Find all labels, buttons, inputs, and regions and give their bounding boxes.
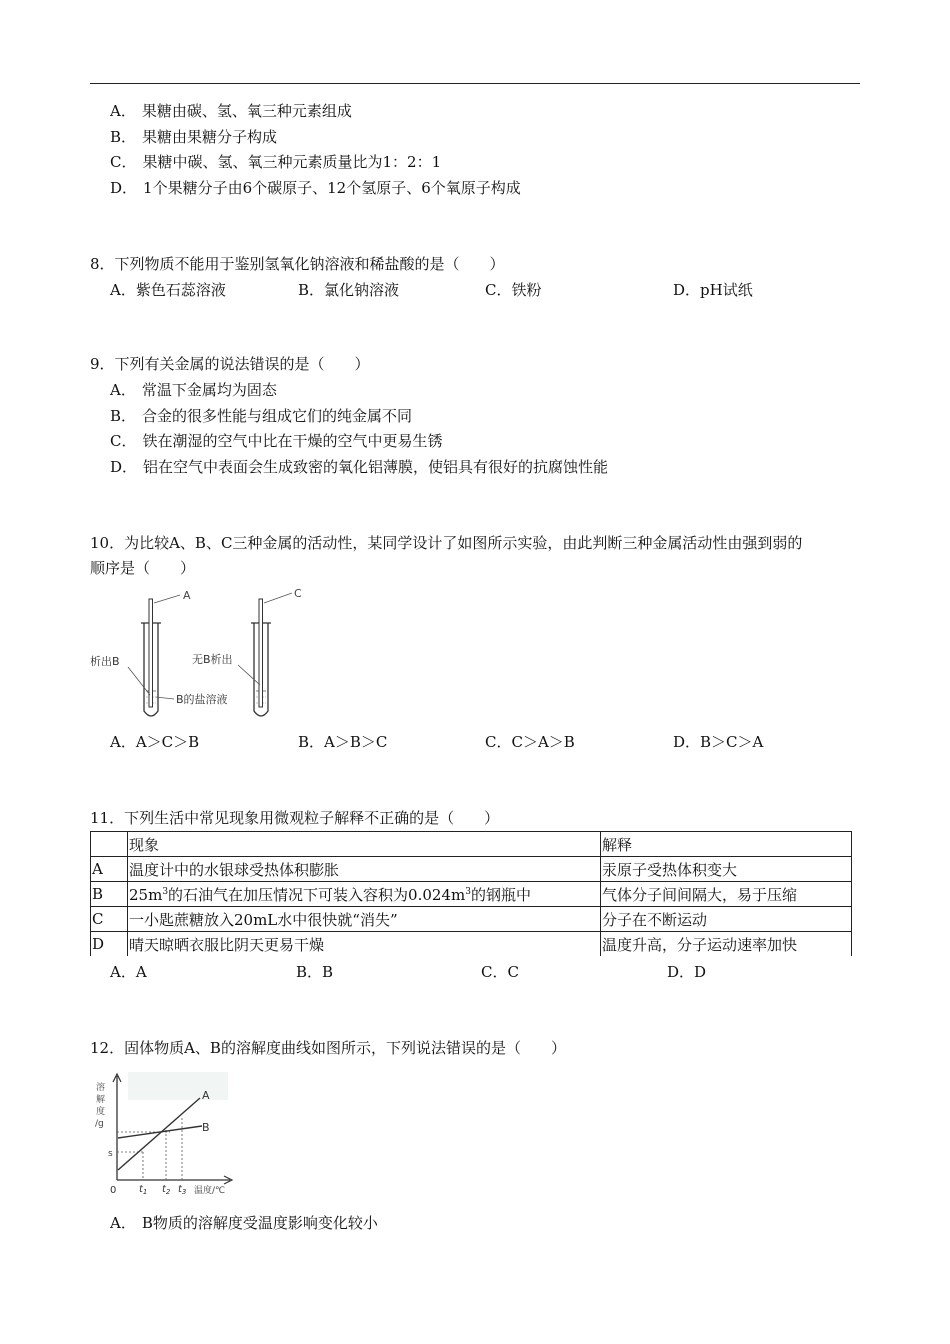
q11-option-b: B．B bbox=[296, 963, 334, 981]
q11-table bbox=[90, 831, 852, 956]
solution-label: B的盐溶液 bbox=[176, 693, 228, 706]
t2-label: $t_2$ bbox=[162, 1184, 171, 1196]
left-result-label: 析出B bbox=[90, 655, 120, 668]
left-test-tube bbox=[128, 595, 180, 716]
row-key: C bbox=[91, 907, 128, 932]
t1-label: $t_1$ bbox=[139, 1184, 148, 1196]
t3-label: $t_3$ bbox=[178, 1184, 187, 1196]
row-key: B bbox=[91, 882, 128, 907]
x-axis-label: 温度/℃ bbox=[194, 1186, 226, 1196]
q11-option-d: D．D bbox=[667, 963, 707, 981]
q7-option-c: C． 果糖中碳、氢、氧三种元素质量比为1：2：1 bbox=[110, 153, 442, 171]
header-rule bbox=[90, 83, 860, 84]
table-header-key bbox=[91, 832, 128, 857]
y-axis-label-char: 度 bbox=[96, 1107, 106, 1117]
q9-stem: 9．下列有关金属的说法错误的是（ ） bbox=[90, 355, 370, 373]
row-explanation: 汞原子受热体积变大 bbox=[601, 857, 852, 882]
row-key: D bbox=[91, 932, 128, 957]
metal-c-label: C bbox=[294, 587, 302, 600]
table-row bbox=[91, 857, 852, 882]
right-test-tube bbox=[238, 593, 292, 716]
q9-option-a: A． 常温下金属均为固态 bbox=[110, 381, 277, 399]
y-axis-label-char: 溶 bbox=[96, 1083, 106, 1093]
q10-option-a: A．A＞C＞B bbox=[110, 733, 200, 751]
table-row bbox=[91, 907, 852, 932]
y-axis-label-char: 解 bbox=[96, 1095, 106, 1105]
q10-option-c: C．C＞A＞B bbox=[485, 733, 575, 751]
row-key: A bbox=[91, 857, 128, 882]
metal-a-label: A bbox=[183, 589, 191, 602]
row-phenomenon: 温度计中的水银球受热体积膨胀 bbox=[128, 857, 601, 882]
q9-option-c: C． 铁在潮湿的空气中比在干燥的空气中更易生锈 bbox=[110, 432, 443, 450]
row-phenomenon: 晴天晾晒衣服比阴天更易干燥 bbox=[128, 932, 601, 957]
q7-option-d: D． 1个果糖分子由6个碳原子、12个氢原子、6个氧原子构成 bbox=[110, 179, 521, 197]
table-row bbox=[91, 882, 852, 907]
row-phenomenon: 一小匙蔗糖放入20mL水中很快就“消失” bbox=[128, 907, 601, 932]
q12-solubility-curve-figure bbox=[90, 1070, 250, 1200]
y-axis-label-char: /g bbox=[95, 1119, 104, 1129]
q12-option-a: A． B物质的溶解度受温度影响变化较小 bbox=[110, 1214, 378, 1232]
q10-option-b: B．A＞B＞C bbox=[298, 733, 388, 751]
q11-option-a: A．A bbox=[110, 963, 147, 981]
table-row bbox=[91, 932, 852, 957]
q8-stem: 8．下列物质不能用于鉴别氢氧化钠溶液和稀盐酸的是（ ） bbox=[90, 255, 505, 273]
table-header-explanation: 解释 bbox=[601, 832, 852, 857]
q10-test-tube-figure bbox=[88, 585, 318, 725]
q11-option-c: C．C bbox=[481, 963, 519, 981]
q8-option-a: A．紫色石蕊溶液 bbox=[110, 281, 226, 299]
s-tick-label: s bbox=[108, 1149, 113, 1159]
q9-option-b: B． 合金的很多性能与组成它们的纯金属不同 bbox=[110, 407, 413, 425]
q8-option-b: B．氯化钠溶液 bbox=[298, 281, 400, 299]
right-result-label: 无B析出 bbox=[192, 653, 233, 666]
row-explanation: 分子在不断运动 bbox=[601, 907, 852, 932]
origin-label: 0 bbox=[110, 1185, 117, 1196]
row-explanation: 气体分子间间隔大，易于压缩 bbox=[601, 882, 852, 907]
row-explanation: 温度升高，分子运动速率加快 bbox=[601, 932, 852, 957]
q7-option-b: B． 果糖由果糖分子构成 bbox=[110, 128, 278, 146]
row-phenomenon: $25m^3$的石油气在加压情况下可装入容积为$0.024m^3$的钢瓶中 bbox=[128, 882, 601, 907]
q10-stem-line2: 顺序是（ ） bbox=[90, 559, 196, 577]
table-header-row bbox=[91, 832, 852, 857]
curve-b-label: B bbox=[202, 1121, 210, 1134]
q11-stem: 11．下列生活中常见现象用微观粒子解释不正确的是（ ） bbox=[90, 809, 500, 827]
q12-stem: 12．固体物质A、B的溶解度曲线如图所示，下列说法错误的是（ ） bbox=[90, 1039, 566, 1057]
q8-option-c: C．铁粉 bbox=[485, 281, 542, 299]
q10-option-d: D．B＞C＞A bbox=[673, 733, 764, 751]
q10-stem-line1: 10．为比较A、B、C三种金属的活动性，某同学设计了如图所示实验，由此判断三种金属活动性由强到弱的 bbox=[90, 534, 803, 552]
q8-option-d: D．pH试纸 bbox=[673, 281, 753, 299]
q7-option-a: A． 果糖由碳、氢、氧三种元素组成 bbox=[110, 102, 352, 120]
curve-a bbox=[118, 1098, 200, 1170]
curve-a-label: A bbox=[202, 1089, 210, 1102]
table-header-phenomenon: 现象 bbox=[128, 832, 601, 857]
q9-option-d: D． 铝在空气中表面会生成致密的氧化铝薄膜，使铝具有很好的抗腐蚀性能 bbox=[110, 458, 609, 476]
